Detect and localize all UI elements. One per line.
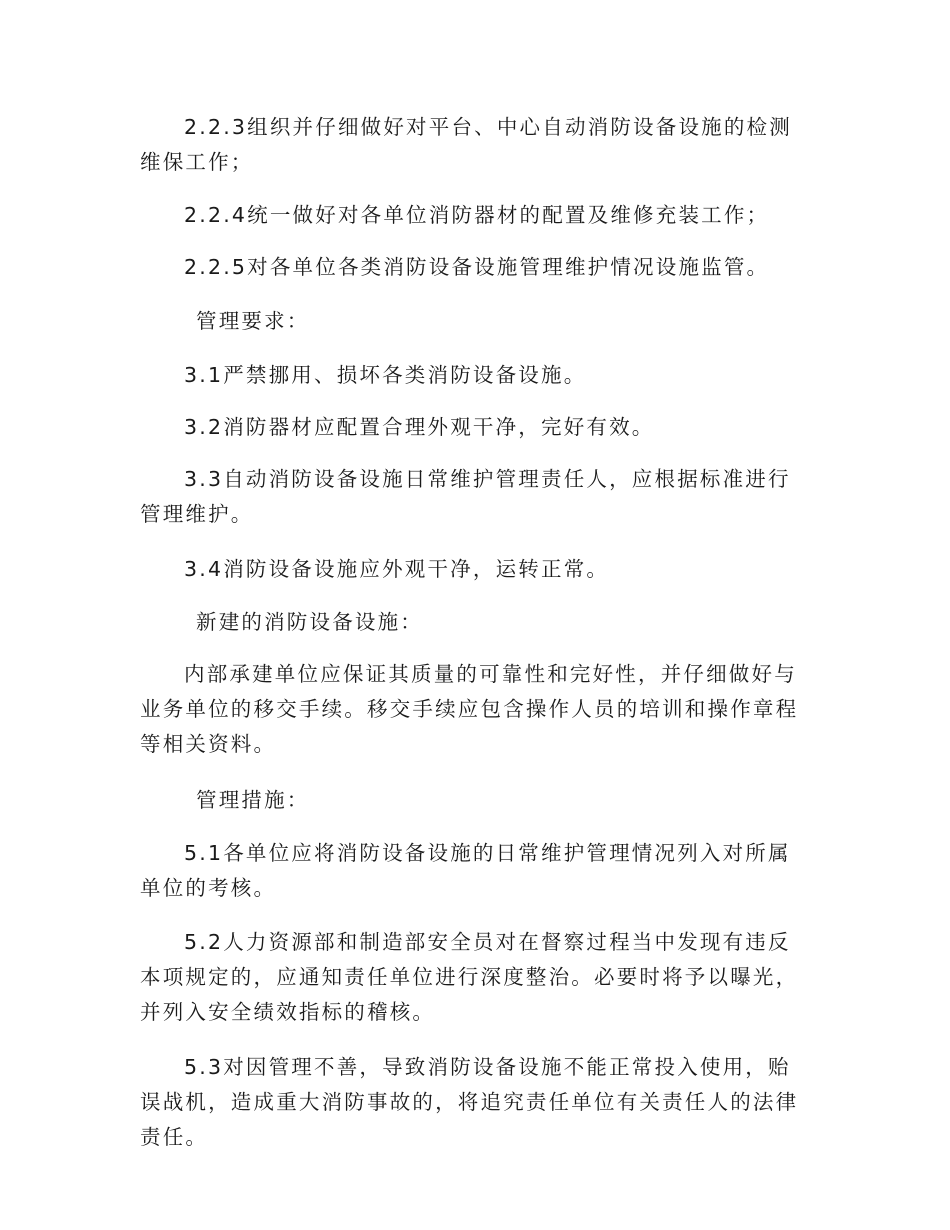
section-heading-management-measures: 管理措施： [196, 788, 310, 812]
paragraph-3-2: 3.2消防器材应配置合理外观干净，完好有效。 [184, 415, 655, 439]
paragraph-5-3: 5.3对因管理不善，导致消防设备设施不能正常投入使用，贻误战机，造成重大消防事故的，将追究责任单位有关责任人的法律责任。 [140, 1055, 799, 1149]
paragraph-3-1: 3.1严禁挪用、损坏各类消防设备设施。 [184, 363, 587, 387]
paragraph-new-facilities-body: 内部承建单位应保证其质量的可靠性和完好性，并仔细做好与业务单位的移交手续。移交手续应包含操作人员的培训和操作章程等相关资料。 [140, 662, 799, 756]
section-heading-management-requirements: 管理要求： [196, 309, 310, 333]
paragraph-2-2-5: 2.2.5对各单位各类消防设备设施管理维护情况设施监管。 [184, 255, 770, 279]
paragraph-5-1: 5.1各单位应将消防设备设施的日常维护管理情况列入对所属单位的考核。 [140, 841, 791, 900]
section-heading-new-facilities: 新建的消防设备设施： [196, 610, 423, 634]
paragraph-3-4: 3.4消防设备设施应外观干净，运转正常。 [184, 557, 610, 581]
paragraph-2-2-4: 2.2.4统一做好对各单位消防器材的配置及维修充装工作； [184, 203, 770, 227]
paragraph-5-2: 5.2人力资源部和制造部安全员对在督察过程当中发现有违反本项规定的，应通知责任单位进行深度整治。必要时将予以曝光，并列入安全绩效指标的稽核。 [140, 930, 799, 1024]
paragraph-2-2-3: 2.2.3组织并仔细做好对平台、中心自动消防设备设施的检测维保工作； [140, 115, 792, 174]
paragraph-3-3: 3.3自动消防设备设施日常维护管理责任人，应根据标准进行管理维护。 [140, 467, 791, 526]
